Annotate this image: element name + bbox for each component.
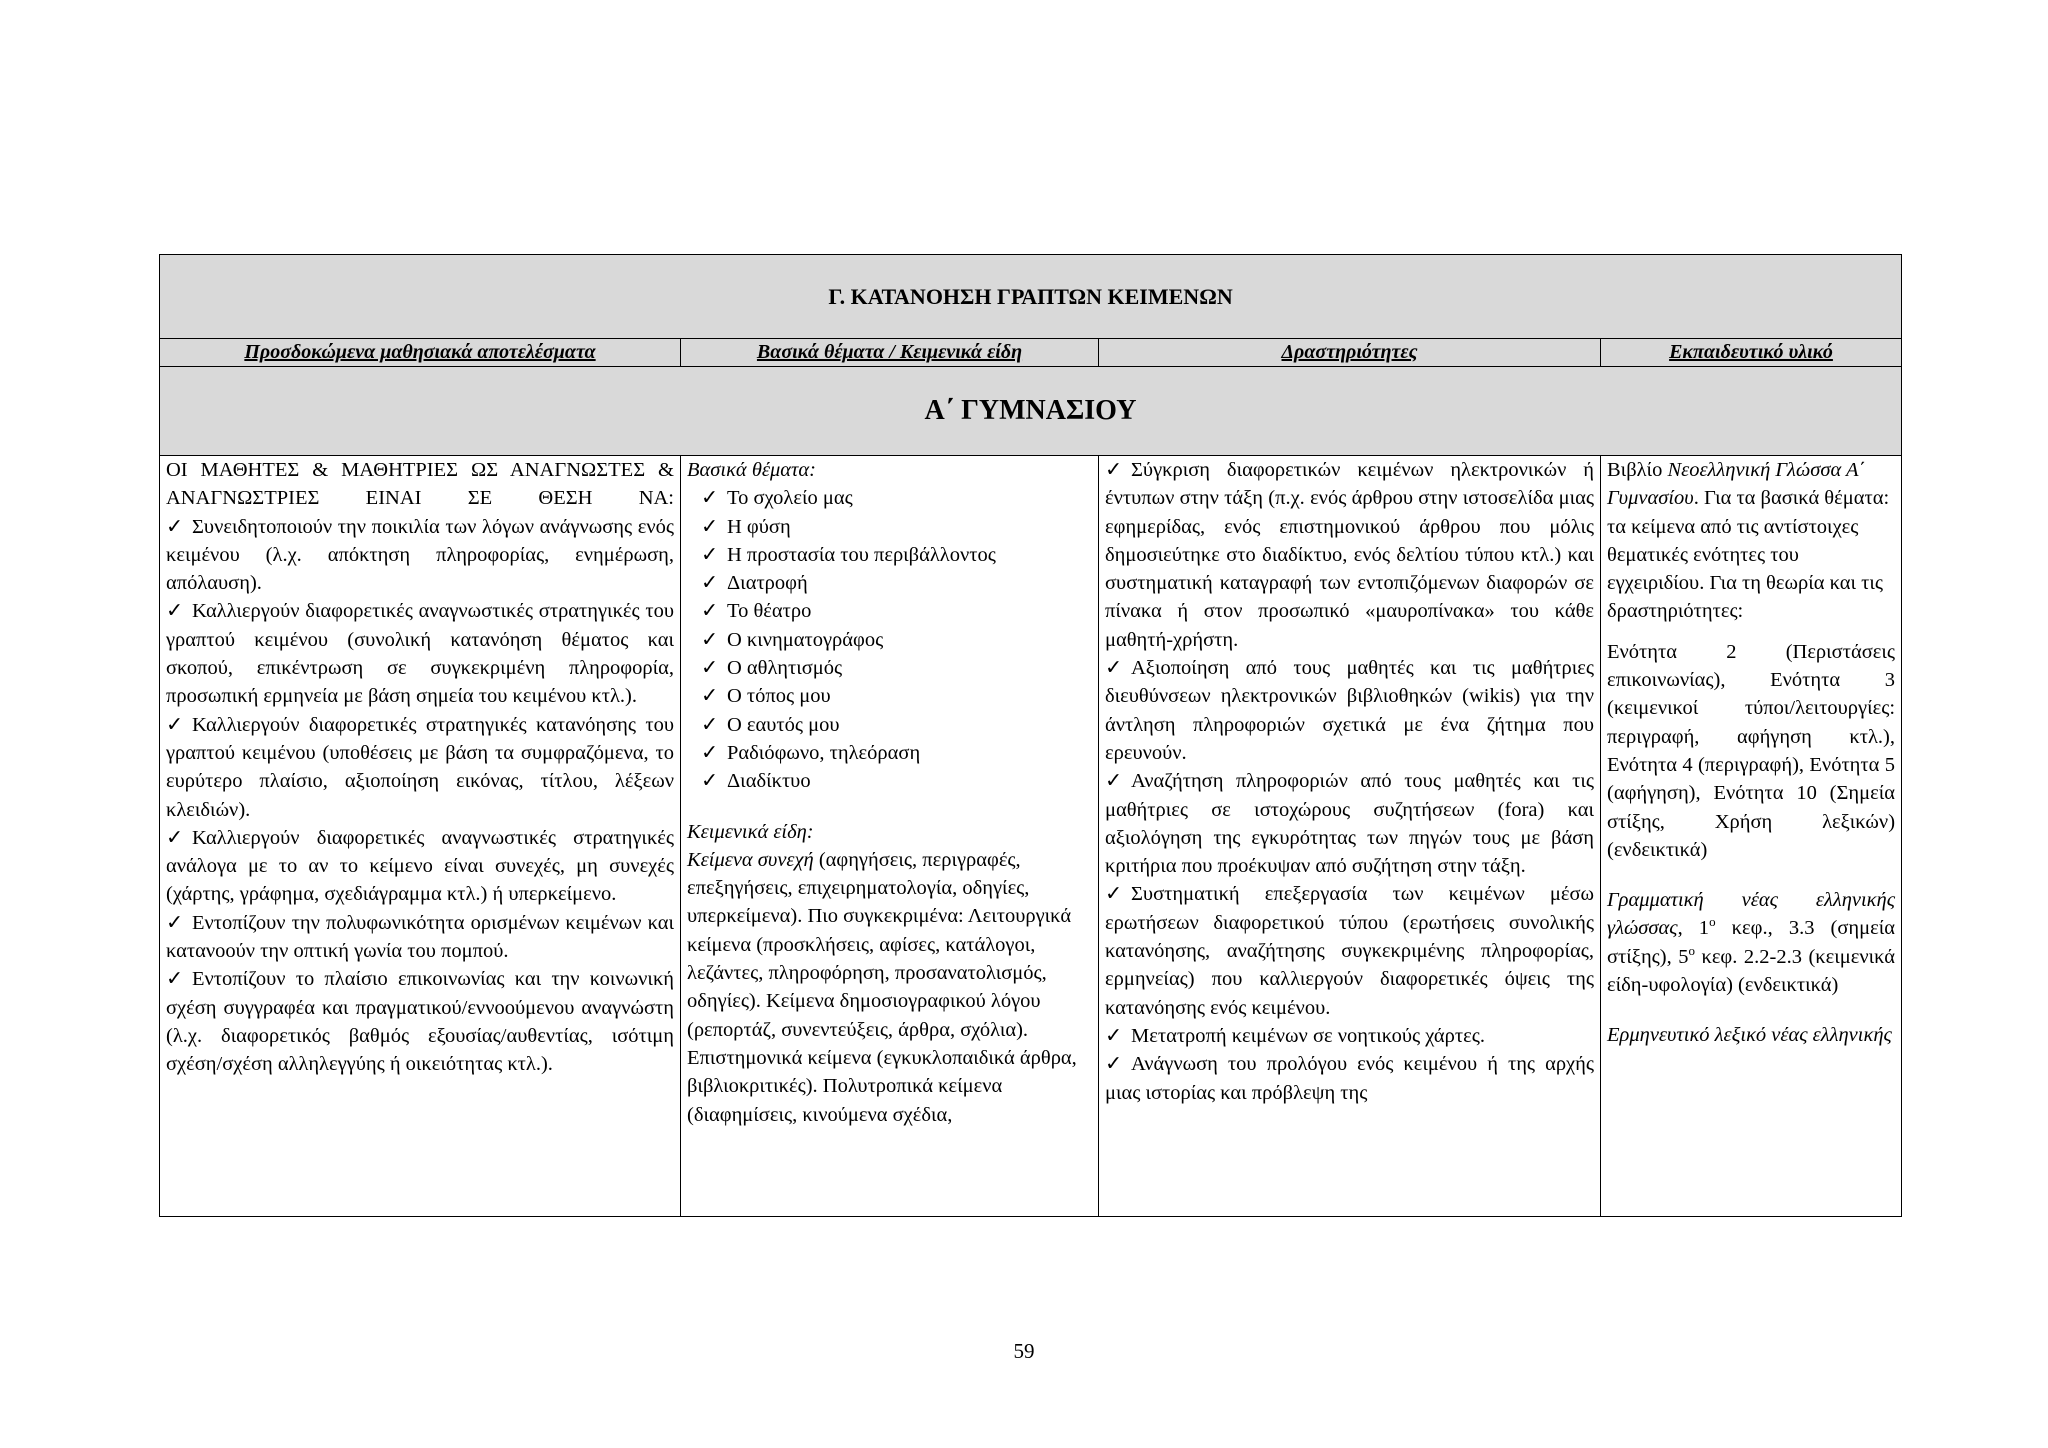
checkmark-icon: ✓	[1105, 1053, 1123, 1076]
checkmark-icon: ✓	[166, 911, 184, 934]
list-item: ✓ Συνειδητοποιούν την ποικιλία των λόγων ανάγνωσης ενός κειμένου (λ.χ. απόκτηση πληροφορίας, ενημέρωση, απόλαυση).	[166, 513, 674, 598]
textbook-units: Ενότητα 2 (Περιστάσεις επικοινωνίας), Ενότητα 3 (κειμενικοί τύποι/λειτουργίες: περιγραφή, αφήγηση κτλ.), Ενότητα 4 (περιγραφή), Ενότητα 5 (αφήγηση), Ενότητα 10 (Σημεία στίξης, Χρήση λεξικών) (ενδεικτικά)	[1607, 640, 1896, 861]
list-item: ✓ Ανάγνωση του προλόγου ενός κειμένου ή της αρχής μιας ιστορίας και πρόβλεψη της	[1105, 1050, 1594, 1107]
material-cell	[1601, 456, 1902, 1217]
checkmark-icon: ✓	[701, 741, 719, 764]
page-number: 59	[1013, 1339, 1035, 1363]
column-header-outcomes: Προσδοκώμενα μαθησιακά αποτελέσματα	[160, 339, 681, 367]
list-item: ✓ Ο εαυτός μου	[687, 711, 1092, 739]
column-header-material: Εκπαιδευτικό υλικό	[1601, 339, 1902, 367]
list-item: ✓ Καλλιεργούν διαφορετικές αναγνωστικές στρατηγικές του γραπτού κειμένου (συνολική κατανόηση θέματος και σκοπού, επικέντρωση σε συγκεκριμένη πληροφορία, προσωπική ερμηνεία με βάση σημεία του κειμένου κτλ.).	[166, 597, 674, 710]
list-item: ✓ Ραδιόφωνο, τηλεόραση	[687, 739, 1092, 767]
checkmark-icon: ✓	[701, 628, 719, 651]
checkmark-icon: ✓	[166, 826, 184, 849]
checkmark-icon: ✓	[701, 487, 719, 510]
list-item: ✓ Το σχολείο μας	[687, 484, 1092, 512]
list-item: ✓ Διατροφή	[687, 569, 1092, 597]
column-header-topics: Βασικά θέματα / Κειμενικά είδη	[681, 339, 1099, 367]
list-item: ✓ Διαδίκτυο	[687, 767, 1092, 795]
column-header-activities: Δραστηριότητες	[1099, 339, 1601, 367]
list-item: ✓ Ο κινηματογράφος	[687, 626, 1092, 654]
curriculum-table	[159, 254, 1902, 1217]
list-item: ✓ Η προστασία του περιβάλλοντος	[687, 541, 1092, 569]
checkmark-icon: ✓	[166, 515, 184, 538]
checkmark-icon: ✓	[701, 543, 719, 566]
section-title: Γ. ΚΑΤΑΝΟΗΣΗ ΓΡΑΠΤΩΝ ΚΕΙΜΕΝΩΝ	[160, 255, 1902, 339]
checkmark-icon: ✓	[1105, 883, 1123, 906]
checkmark-icon: ✓	[1105, 657, 1123, 680]
grade-heading: Α΄ ΓΥΜΝΑΣΙΟΥ	[160, 367, 1902, 456]
list-item: ✓ Το θέατρο	[687, 597, 1092, 625]
list-item: ✓ Συστηματική επεξεργασία των κειμένων μέσω ερωτήσεων διαφορετικού τύπου (ερωτήσεις συνολικής κατανόησης, αναζήτησης συγκεκριμένης πληροφορίας, ερμηνείας) που καλλιεργούν διαφορετικές όψεις της κατανόησης ενός κειμένου.	[1105, 880, 1594, 1021]
activities-cell	[1099, 456, 1601, 1217]
topics-heading: Βασικά θέματα:	[687, 459, 816, 481]
outcomes-cell	[160, 456, 681, 1217]
checkmark-icon: ✓	[701, 770, 719, 793]
outcomes-intro: ΟΙ ΜΑΘΗΤΕΣ & ΜΑΘΗΤΡΙΕΣ ΩΣ ΑΝΑΓΝΩΣΤΕΣ & ΑΝΑΓΝΩΣΤΡΙΕΣ ΕΙΝΑΙ ΣΕ ΘΕΣΗ ΝΑ:	[166, 459, 674, 510]
list-item: ✓ Εντοπίζουν την πολυφωνικότητα ορισμένων κειμένων και κατανοούν την οπτική γωνία του πομπού.	[166, 909, 674, 966]
list-item: ✓ Η φύση	[687, 513, 1092, 541]
checkmark-icon: ✓	[166, 713, 184, 736]
list-item: ✓ Καλλιεργούν διαφορετικές στρατηγικές κατανόησης του γραπτού κειμένου (υποθέσεις με βάση τα συμφραζόμενα, το ευρύτερο πλαίσιο, αξιοποίηση εικόνας, τίτλου, λέξεων κλειδιών).	[166, 711, 674, 824]
list-item: ✓ Αξιοποίηση από τους μαθητές και τις μαθήτριες διευθύνσεων ηλεκτρονικών βιβλιοθηκών (wikis) για την άντληση πληροφοριών σχετικά με ένα ζήτημα που ερευνούν.	[1105, 654, 1594, 767]
list-item: ✓ Ο τόπος μου	[687, 682, 1092, 710]
list-item: ✓ Καλλιεργούν διαφορετικές αναγνωστικές στρατηγικές ανάλογα με το αν το κείμενο είναι συνεχές, μη συνεχές (χάρτης, γράφημα, σχεδιάγραμμα κτλ.) ή υπερκείμενο.	[166, 824, 674, 909]
checkmark-icon: ✓	[1105, 770, 1123, 793]
textbook-note: Βιβλίο Νεοελληνική Γλώσσα Α΄ Γυμνασίου. Για τα βασικά θέματα: τα κείμενα από τις αντίστοιχες θεματικές ενότητες του εγχειριδίου. Για τη θεωρία και τις δραστηριότητες:	[1607, 459, 1890, 623]
checkmark-icon: ✓	[1105, 459, 1123, 481]
list-item: ✓ Εντοπίζουν το πλαίσιο επικοινωνίας και την κοινωνική σχέση συγγραφέα και πραγματικού/εννοούμενου αναγνώστη (λ.χ. διαφορετικός βαθμός εξουσίας/αυθεντίας, ισότιμη σχέση/σχέση αλληλεγγύης ή οικειότητας κτλ.).	[166, 965, 674, 1078]
list-item: ✓ Αναζήτηση πληροφοριών από τους μαθητές και τις μαθήτριες σε ιστοχώρους συζητήσεων (fora) και αξιολόγηση της εγκυρότητας των πηγών τους με βάση κριτήρια που προέκυψαν από συζήτηση στην τάξη.	[1105, 767, 1594, 880]
list-item: ✓ Σύγκριση διαφορετικών κειμένων ηλεκτρονικών ή έντυπων στην τάξη (π.χ. ενός άρθρου στην ιστοσελίδα μιας εφημερίδας, ενός επιστημονικού άρθρου που μόλις δημοσιεύτηκε στο διαδίκτυο, ενός δελτίου τύπου κτλ.) και συστηματική καταγραφή των εντοπιζόμενων διαφορών σε πίνακα ή στον προσωπικό «μαυροπίνακα» του κάθε μαθητή-χρήστη.	[1105, 456, 1594, 654]
dictionary-reference: Ερμηνευτικό λεξικό νέας ελληνικής	[1607, 1024, 1892, 1047]
checkmark-icon: ✓	[701, 572, 719, 595]
checkmark-icon: ✓	[701, 600, 719, 623]
checkmark-icon: ✓	[701, 657, 719, 680]
checkmark-icon: ✓	[166, 600, 184, 623]
checkmark-icon: ✓	[701, 713, 719, 736]
list-item: ✓ Ο αθλητισμός	[687, 654, 1092, 682]
list-item: ✓ Μετατροπή κειμένων σε νοητικούς χάρτες.	[1105, 1022, 1594, 1050]
genres-text: Κείμενα συνεχή (αφηγήσεις, περιγραφές, επεξηγήσεις, επιχειρηματολογία, οδηγίες, υπερκείμενα). Πιο συγκεκριμένα: Λειτουργικά κείμενα (προσκλήσεις, αφίσες, κατάλογοι, λεζάντες, πληροφόρηση, προσανατολισμός, οδηγίες). Κείμενα δημοσιογραφικού λόγου (ρεπορτάζ, συνεντεύξεις, άρθρα, σχόλια). Επιστημονικά κείμενα (εγκυκλοπαιδικά άρθρα, βιβλιοκριτικές). Πολυτροπικά κείμενα (διαφημίσεις, κινούμενα σχέδια,	[687, 848, 1077, 1126]
checkmark-icon: ✓	[701, 515, 719, 538]
checkmark-icon: ✓	[1105, 1024, 1123, 1047]
genres-heading: Κειμενικά είδη:	[687, 820, 814, 843]
grammar-reference: Γραμματική νέας ελληνικής γλώσσας, $1^o$ κεφ., 3.3 (σημεία στίξης), $5^o$ κεφ. 2.2-2.3 (κειμενικά είδη-υφολογία) (ενδεικτικά)	[1607, 889, 1896, 997]
topics-cell	[681, 456, 1099, 1217]
checkmark-icon: ✓	[701, 685, 719, 708]
checkmark-icon: ✓	[166, 968, 184, 991]
